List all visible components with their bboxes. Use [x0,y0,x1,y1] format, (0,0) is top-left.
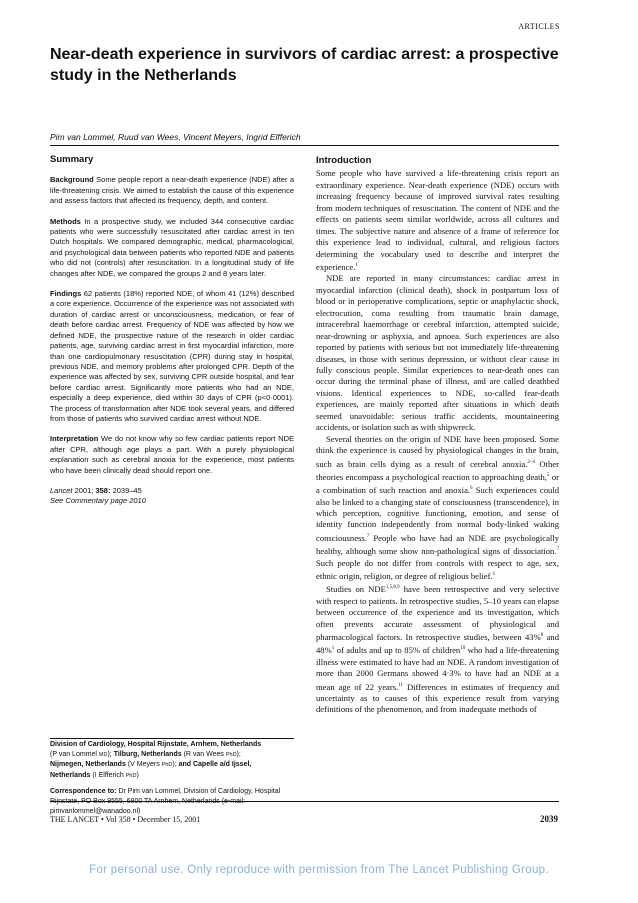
intro-text: Some people who have survived a life-threatening crisis report an extraordinary experience. Near-death experience (NDE) occurs with increasing frequency because of improved survival rates resulting from modern techniques of resuscitation. The content of NDE and the effects on patients seem similar worldwide, across all cultures and times. The subjective nature and absence of a frame of reference for this experience lead to individual, cultural, and religious factors determining the vocabulary used to describe and interpret the experience. [316,168,559,272]
citation [50,486,294,507]
reference-marker[interactable]: 1 [492,572,496,578]
separator: ); [172,761,179,769]
affiliation-nijmegen: Nijmegen, Netherlands [50,761,126,769]
intro-text: have been retrospective and very selective with respect to patients. In retrospective studies, 5–10 years can elapse between occurrence of the experience and its investigation, which often prevents accurate assessment of physiological and pharmacological factors. In retrospective studies, between 43% [316,584,559,642]
background-label: Background [50,175,94,185]
summary-column [50,155,294,507]
affiliation-arnhem: Division of Cardiology, Hospital Rijnstate, Arnhem, Netherlands [50,741,262,748]
intro-text: and 48% [316,631,559,656]
separator: ) [136,771,139,779]
summary-methods [50,217,294,279]
methods-label: Methods [50,216,81,226]
header-divider [50,145,559,146]
reference-marker[interactable]: 5 [546,472,550,478]
commentary-link[interactable]: See Commentary page 2010 [50,496,146,506]
reference-marker[interactable]: 1 [355,263,358,269]
citation-volume: 358: [95,485,111,495]
intro-paragraph-4 [316,582,559,715]
interpretation-text: We do not know why so few cardiac patients report NDE after CPR, although age plays a part. With a purely physiological explanation such as cerebral anoxia for the experience, most patients who have been clinically dead should report one. [50,434,294,475]
degree-md: MD [98,751,108,758]
permission-watermark: For personal use. Only reproduce with permission from The Lancet Publishing Group. [89,864,549,876]
journal-footer: THE LANCET • Vol 358 • December 15, 2001 [50,815,201,824]
summary-heading: Summary [50,154,94,165]
summary-interpretation [50,434,294,476]
intro-text: People who have had an NDE are psychologically healthy, although some show non-pathological signs of dissociation. [316,532,559,557]
intro-text: Several theories on the origin of NDE have been proposed. Some think the experience is caused by physiological changes in the brain, such as brain cells dying as a result of cerebral anoxia. [316,433,559,469]
footer-divider [50,801,559,802]
citation-journal: Lancet [50,485,73,495]
introduction-heading: Introduction [316,155,372,166]
summary-background [50,175,294,206]
correspondence-label: Correspondence to: [50,788,117,796]
background-text: Some people report a near-death experience (NDE) after a life-threatening crisis. We aimed to establish the cause of this experience and assess factors that affected its frequency, depth, and content. [50,175,294,206]
author-vanlommel: (P van Lommel [50,750,99,758]
intro-text: of adults and up to 85% of children [334,645,461,656]
intro-text: or a combination of such reaction and anoxia. [316,471,559,496]
author-list: Pim van Lommel, Ruud van Wees, Vincent Meyers, Ingrid Elfferich [50,132,301,142]
summary-findings [50,289,294,424]
section-label: ARTICLES [518,22,560,31]
reference-marker[interactable]: 11 [398,682,404,688]
affiliation-tilburg: Tilburg, Netherlands [113,750,182,758]
reference-marker[interactable]: 7 [366,533,370,539]
intro-paragraph-2: NDE are reported in many circumstances: cardiac arrest in myocardial infarction (clinical death), shock in postpartum loss of blood or in perioperative complications, septic or anaphylactic shock, electrocution, coma resulting from traumatic brain damage, intracerebral haemorrhage or cerebral infarction, attempted suicide, near-drowning or asphyxia, and apnoea. Such experiences are also reported by patients with serious but not immediately life-threatening diseases, in those with serious depression, or without clear cause in fully conscious people. Similar experiences to near-death ones can occur during the terminal phase of illness, and are called deathbed visions. Identical experiences to NDE, so-called fear-death experiences, are mainly reported after situations in which death seemed unavoidable: serious traffic accidents, mountaineering accidents, or isolation such as with shipwreck. [316,273,559,433]
degree-phd: PhD [161,762,173,769]
methods-text: In a prospective study, we included 344 consecutive cardiac patients who were successfully resuscitated after cardiac arrest in ten Dutch hospitals. We compared demographic, medical, pharmacological, and psychological data between patients who reported NDE and patients who did not (controls) after resuscitation. In a longitudinal study of life changes after NDE, we compared the groups 2 and 8 years later. [50,216,294,278]
separator: ); [236,750,241,758]
reference-marker[interactable]: 10 [460,646,466,652]
page-number: 2039 [540,814,558,824]
article-title: Near-death experience in survivors of cardiac arrest: a prospective study in the Netherlands [50,46,559,84]
introduction-column [316,155,559,716]
intro-paragraph-3 [316,434,559,583]
author-vanwees: (R van Wees [181,750,226,758]
findings-text: 62 patients (18%) reported NDE, of whom 41 (12%) described a core experience. Occurrence of the experience was not associated with duration of cardiac arrest or unconsciousness, medication, or fear of death before cardiac arrest. Frequency of NDE was affected by how we defined NDE, the prospective nature of the research in older cardiac patients, age, surviving cardiac arrest in first myocardial infarction, more than one cardiopulmonary resuscitation (CPR) during stay in hospital, previous NDE, and memory problems after prolonged CPR. Depth of the experience was affected by sex, surviving CPR outside hospital, and fear before cardiac arrest. Significantly more patients who had an NDE, especially a deep experience, died within 30 days of CPR (p<0·0001). The process of transformation after NDE took several years, and differed from those of patients who survived cardiac arrest without NDE. [50,289,294,423]
separator: ); [107,750,114,758]
author-elfferich: (I Elfferich [90,771,126,779]
reference-marker[interactable]: 7 [556,547,559,553]
degree-phd: PhD [125,772,137,779]
author-meyers: (V Meyers [125,761,162,769]
interpretation-label: Interpretation [50,434,99,444]
reference-marker[interactable]: 6 [470,486,473,492]
reference-marker[interactable]: 1,5,8,9 [385,585,400,591]
intro-text: Other theories encompass a psychological reaction to approaching death, [316,458,559,482]
reference-marker[interactable]: 8 [540,633,544,638]
degree-phd: PhD [225,751,237,758]
intro-text: Such people do not differ from controls with respect to age, sex, ethnic origin, religion, or degree of religious belief. [316,557,559,581]
affiliation-list [50,740,294,781]
affiliation-country: Netherlands [50,771,91,779]
affiliation-capelle: and Capelle a/d Ijssel, [178,761,252,769]
intro-paragraph-1 [316,168,559,273]
correspondence-text: Dr Pim van Lommel, Division of Cardiology, Hospital pimvanlommel@wanadoo.nl) [50,788,281,815]
intro-text: Such experiences could also be linked to a changing state of consciousness (transcendence), in which perception, cognitive functioning, emotion, and sense of identity function independently from normal body-linked waking consciousness. [316,485,559,543]
findings-label: Findings [50,289,82,299]
intro-text: Studies on NDE [326,584,386,595]
reference-marker[interactable]: 2–4 [527,459,535,465]
reference-marker[interactable]: 1 [331,646,335,652]
intro-text: Differences in estimates of frequency and uncertainty as to causes of this experience result from varying definitions of the phenomenon, and from inadequate methods of [316,681,559,715]
affiliation-divider [50,738,294,739]
affiliations [50,740,294,816]
citation-year: 2001; [72,485,96,495]
citation-pages: 2039–45 [110,485,142,495]
intro-text: who had a life-threatening illness were estimated to have had an NDE. A random investigation of more than 2000 Germans showed 4·3% to have had an NDE at a mean age of 22 years. [316,645,559,692]
